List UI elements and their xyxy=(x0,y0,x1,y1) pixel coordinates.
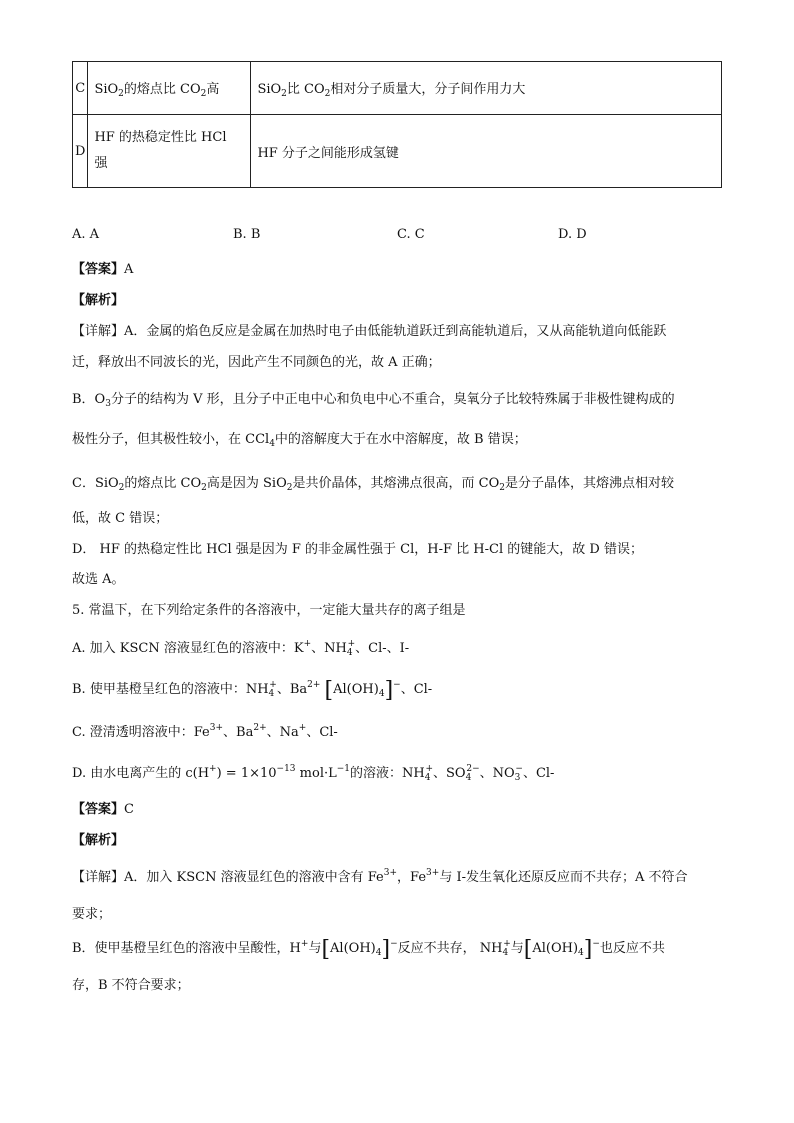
q5-option-b: B. 使甲基橙呈红色的溶液中：$NH_4^+$、$Ba^{2+}$ $[Al(OH)_4]^-$、Cl- xyxy=(72,678,433,703)
explanation-line: 低，故 C 错误； xyxy=(72,511,169,526)
explanation-line: 迁，释放出不同波长的光，因此产生不同颜色的光，故 A 正确； xyxy=(72,355,441,370)
q5-option-d: D. 由水电离产生的 $c(H^+) = 1\times 10^{-13}$ $mol\cdot L^{-1}$的溶液：$NH_4^+$、$SO_4^{2-}$、$NO_3^-$、Cl- xyxy=(72,764,555,783)
answer-line: 【答案】A xyxy=(72,262,134,277)
option-c: C. C xyxy=(397,227,425,242)
reason-cell: HF 分子之间能形成氢键 xyxy=(251,115,722,188)
row-label: D xyxy=(73,115,88,188)
table-row xyxy=(73,62,722,115)
explanation-line: 要求； xyxy=(72,907,112,922)
explanation-line: 【详解】A．金属的焰色反应是金属在加热时电子由低能轨道跃迁到高能轨道后，又从高能轨道向低能跃 xyxy=(72,324,667,339)
analysis-heading: 【解析】 xyxy=(72,833,125,848)
analysis-heading: 【解析】 xyxy=(72,293,125,308)
answer-line: 【答案】C xyxy=(72,802,134,817)
reason-cell: SiO$_2$比 $CO_2$相对分子质量大，分子间作用力大 xyxy=(251,62,722,115)
statement-cell: HF 的热稳定性比 HCl 强 xyxy=(88,115,251,188)
explanation-line: B．$O_3$分子的结构为 V 形，且分子中正电中心和负电中心不重合，臭氧分子比较特殊属于非极性键构成的 xyxy=(72,392,675,409)
question-stem: 5. 常温下，在下列给定条件的各溶液中，一定能大量共存的离子组是 xyxy=(72,603,466,618)
q5-option-c: C. 澄清透明溶液中：$Fe^{3+}$、$Ba^{2+}$、Na+、Cl- xyxy=(72,723,338,740)
table-row xyxy=(73,115,722,188)
conclusion-line: 故选 A。 xyxy=(72,572,125,587)
explanation-line: D． HF 的热稳定性比 HCl 强是因为 F 的非金属性强于 Cl，H-F 比 H-Cl 的键能大，故 D 错误； xyxy=(72,542,643,557)
option-a: A. A xyxy=(72,227,100,242)
explanation-line: B．使甲基橙呈红色的溶液中呈酸性，H+与$[Al(OH)_4]^-$反应不共存， $NH_4^+$与$[Al(OH)_4]^-$也反应不共 xyxy=(72,937,665,962)
comparison-table xyxy=(72,61,722,188)
statement-cell: SiO$_2$的熔点比 $CO_2$高 xyxy=(88,62,251,115)
explanation-line: C．SiO$_2$的熔点比 $CO_2$高是因为 SiO$_2$是共价晶体，其熔沸点很高，而 $CO_2$是分子晶体，其熔沸点相对较 xyxy=(72,476,674,493)
row-label: C xyxy=(73,62,88,115)
explanation-line: 极性分子，但其极性较小，在 CCl$_4$中的溶解度大于在水中溶解度，故 B 错误； xyxy=(72,432,527,449)
q5-option-a: A. 加入 KSCN 溶液显红色的溶液中：K+、$NH_4^+$、Cl-、I- xyxy=(72,639,410,658)
option-d: D. D xyxy=(558,227,587,242)
explanation-line: 存，B 不符合要求； xyxy=(72,978,190,993)
option-b: B. B xyxy=(233,227,261,242)
explanation-line: 【详解】A．加入 KSCN 溶液显红色的溶液中含有 $Fe^{3+}$，$Fe^{3+}$与 I-发生氧化还原反应而不共存；A 不符合 xyxy=(72,868,688,885)
